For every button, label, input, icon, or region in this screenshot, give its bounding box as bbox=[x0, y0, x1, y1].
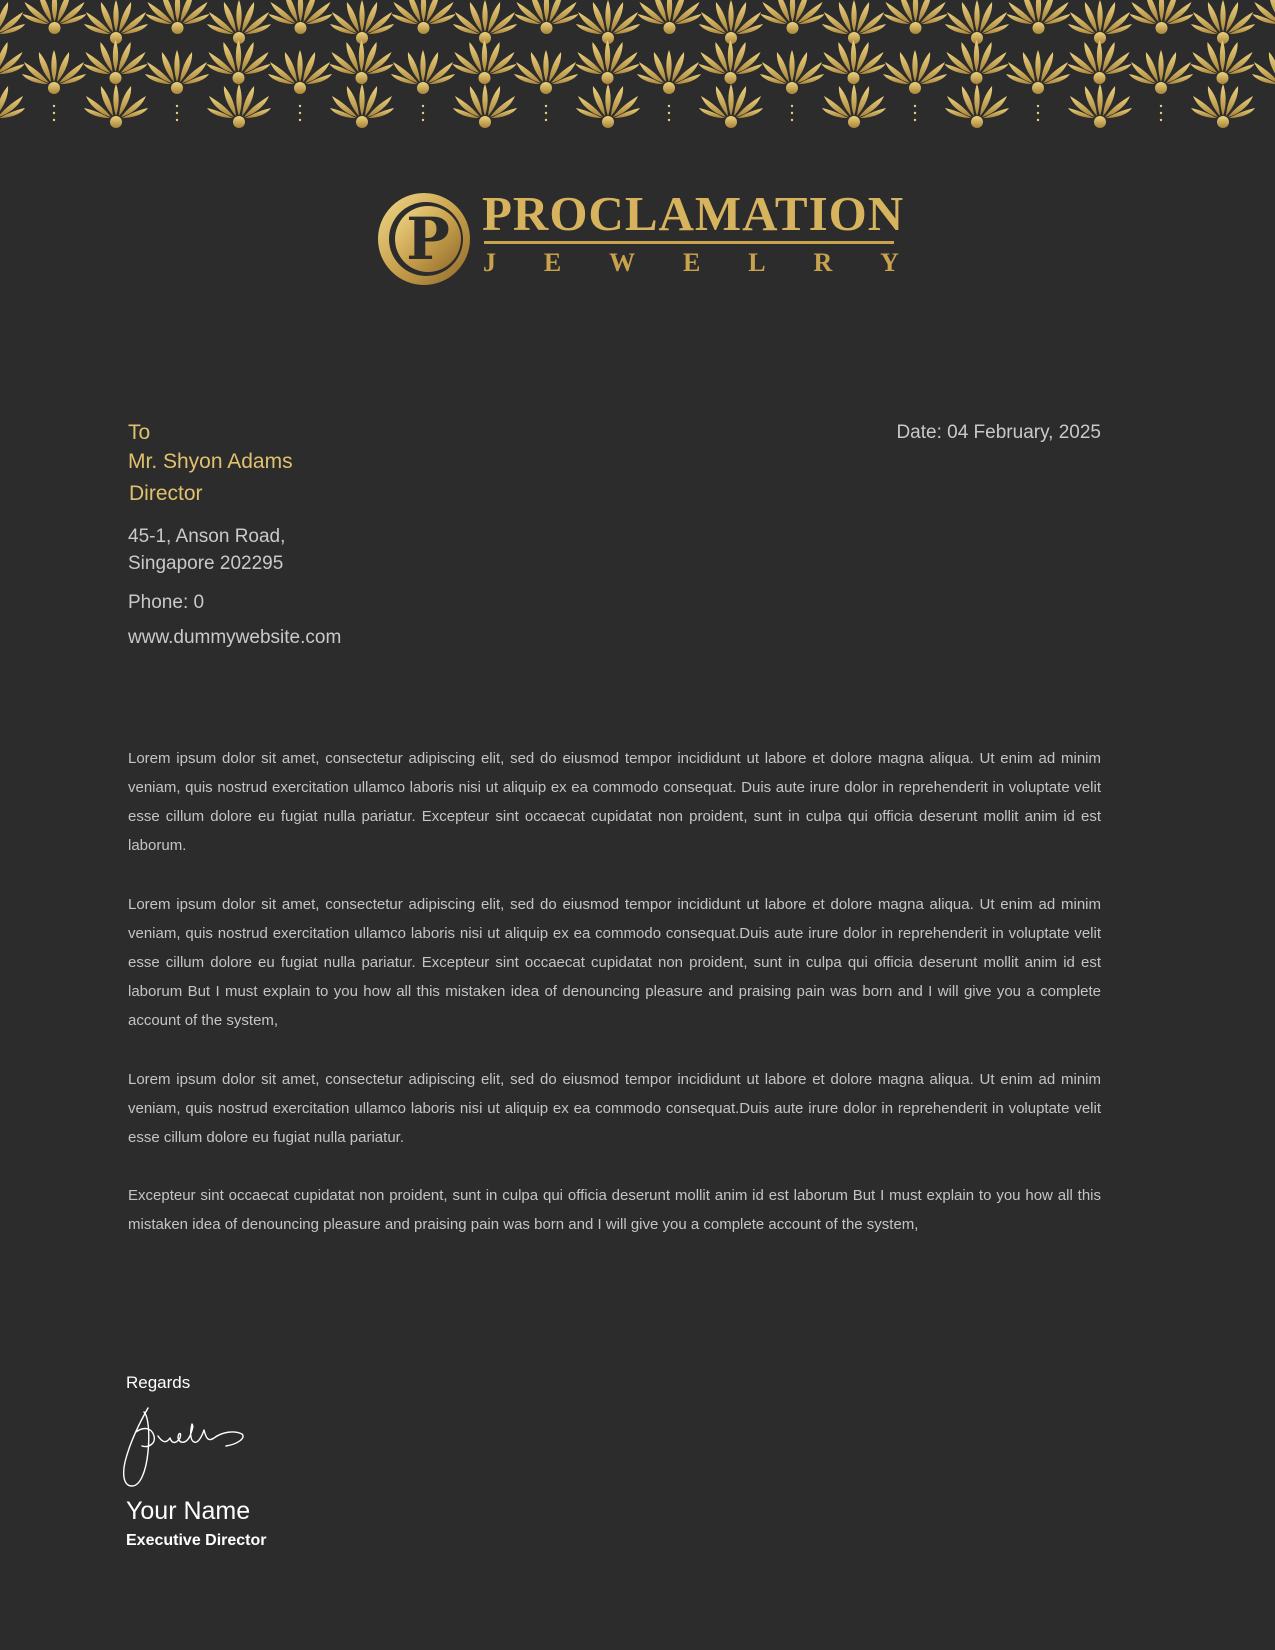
fan-ornament-icon bbox=[1007, 0, 1071, 34]
ornament-dot bbox=[1160, 119, 1162, 121]
fan-ornament-icon bbox=[1191, 40, 1255, 84]
body-paragraph-1: Lorem ipsum dolor sit amet, consectetur adipiscing elit, sed do eiusmod tempor incididunt ut labore et dolore magna aliqua. Ut enim ad minim veniam, quis nostrud exercitation ullamco laboris nisi ut aliquip ex ea commodo consequat. Duis aute irure dolor in reprehenderit in voluptate velit esse cillum dolore eu fugiat nulla pariatur. Excepteur sint occaecat cupidatat non proident, sunt in culpa qui officia deserunt mollit anim id est laborum. bbox=[128, 750, 1101, 854]
monogram-emblem-icon bbox=[376, 191, 472, 287]
ornament-dot bbox=[668, 112, 670, 114]
fan-ornament-icon bbox=[207, 0, 271, 44]
fan-ornament-icon bbox=[576, 0, 640, 44]
ornament-dot bbox=[1037, 119, 1039, 121]
fan-ornament-icon bbox=[1068, 0, 1132, 44]
brand-sub-letter: J bbox=[483, 248, 496, 277]
ornament-dot bbox=[914, 105, 916, 107]
fan-ornament-icon bbox=[84, 84, 148, 128]
ornament-dot bbox=[176, 112, 178, 114]
recipient-label: To bbox=[128, 421, 151, 444]
body-paragraph-4: Excepteur sint occaecat cupidatat non proident, sunt in culpa qui officia deserunt mollit anim id est laborum But I must explain to you how all this mistaken idea of denouncing pleasure and praising pain was born and I will give you a complete account of the system, bbox=[128, 1187, 1101, 1233]
fan-ornament-icon bbox=[1252, 50, 1275, 94]
fan-ornament-icon bbox=[268, 50, 332, 94]
fan-ornament-icon bbox=[330, 84, 394, 128]
ornament-dot bbox=[1160, 105, 1162, 107]
fan-ornament-icon bbox=[822, 0, 886, 44]
fan-ornament-icon bbox=[638, 0, 702, 34]
ornament-dot bbox=[1037, 112, 1039, 114]
recipient-website: www.dummywebsite.com bbox=[128, 627, 342, 648]
fan-ornament-icon bbox=[514, 50, 578, 94]
recipient-title: Director bbox=[129, 482, 203, 505]
monogram-letter: P bbox=[406, 205, 450, 273]
ornament-dot bbox=[791, 105, 793, 107]
ornament-dot bbox=[299, 119, 301, 121]
ornament-dot bbox=[545, 105, 547, 107]
brand-sub-letter: E bbox=[683, 248, 701, 277]
decorative-fan-pattern bbox=[0, 0, 1275, 160]
ornament-dot bbox=[176, 105, 178, 107]
fan-ornament-icon bbox=[330, 40, 394, 84]
ornament-dot bbox=[914, 112, 916, 114]
fan-ornament-icon bbox=[1253, 0, 1275, 34]
fan-ornament-icon bbox=[1191, 0, 1255, 44]
handwritten-signature-icon bbox=[118, 1402, 268, 1488]
fan-ornament-icon bbox=[0, 0, 25, 44]
letter-date: Date: 04 February, 2025 bbox=[896, 422, 1101, 443]
ornament-dot bbox=[422, 105, 424, 107]
brand-logo bbox=[376, 186, 905, 286]
ornament-dot bbox=[1037, 105, 1039, 107]
recipient-address bbox=[128, 523, 528, 577]
ornament-dot bbox=[299, 112, 301, 114]
fan-ornament-icon bbox=[945, 40, 1009, 84]
body-paragraph-2: Lorem ipsum dolor sit amet, consectetur adipiscing elit, sed do eiusmod tempor incididunt ut labore et dolore magna aliqua. Ut enim ad minim veniam, quis nostrud exercitation ullamco laboris nisi ut aliquip ex ea commodo consequat.Duis aute irure dolor in reprehenderit in voluptate velit esse cillum dolore eu fugiat nulla pariatur. Excepteur sint occaecat cupidatat non proident, sunt in culpa qui officia deserunt mollit anim id est laborum But I must explain to you how all this mistaken idea of denouncing pleasure and praising pain was born and I will give you a complete account of the system, bbox=[128, 896, 1101, 1029]
ornament-dot bbox=[668, 119, 670, 121]
closing-regards: Regards bbox=[126, 1373, 191, 1392]
brand-name: PROCLAMATION bbox=[482, 186, 905, 241]
ornament-dot bbox=[1160, 112, 1162, 114]
fan-ornament-icon bbox=[269, 0, 333, 34]
brand-sub-letter: R bbox=[813, 248, 833, 277]
address-line-2: Singapore 202295 bbox=[128, 553, 284, 574]
fan-ornament-icon bbox=[207, 40, 271, 84]
fan-ornament-icon bbox=[884, 0, 948, 34]
brand-subtitle bbox=[483, 248, 899, 278]
fan-ornament-icon bbox=[699, 0, 763, 44]
fan-ornament-icon bbox=[761, 0, 825, 34]
address-line-1: 45-1, Anson Road, bbox=[128, 526, 286, 547]
fan-ornament-icon bbox=[515, 0, 579, 34]
fan-ornament-icon bbox=[637, 50, 701, 94]
fan-ornament-icon bbox=[84, 0, 148, 44]
fan-ornament-icon bbox=[1068, 84, 1132, 128]
fan-ornament-icon bbox=[330, 0, 394, 44]
fan-ornament-icon bbox=[576, 40, 640, 84]
fan-ornament-icon bbox=[453, 40, 517, 84]
fan-ornament-icon bbox=[1068, 40, 1132, 84]
recipient-name: Mr. Shyon Adams bbox=[128, 450, 293, 473]
ornament-dot bbox=[53, 119, 55, 121]
fan-ornament-icon bbox=[0, 40, 25, 84]
fan-ornament-icon bbox=[207, 84, 271, 128]
ornament-dot bbox=[422, 119, 424, 121]
body-paragraph-3: Lorem ipsum dolor sit amet, consectetur adipiscing elit, sed do eiusmod tempor incididunt ut labore et dolore magna aliqua. Ut enim ad minim veniam, quis nostrud exercitation ullamco laboris nisi ut aliquip ex ea commodo consequat.Duis aute irure dolor in reprehenderit in voluptate velit esse cillum dolore eu fugiat nulla pariatur. bbox=[128, 1071, 1101, 1146]
ornament-dot bbox=[545, 119, 547, 121]
fan-ornament-icon bbox=[392, 0, 456, 34]
ornament-dot bbox=[176, 119, 178, 121]
fan-ornament-icon bbox=[576, 84, 640, 128]
ornament-dot bbox=[299, 105, 301, 107]
ornament-dot bbox=[53, 112, 55, 114]
ornament-dot bbox=[545, 112, 547, 114]
fan-ornament-icon bbox=[84, 40, 148, 84]
fan-ornament-icon bbox=[1006, 50, 1070, 94]
fan-ornament-icon bbox=[391, 50, 455, 94]
recipient-phone: Phone: 0 bbox=[128, 592, 205, 613]
brand-sub-letter: E bbox=[543, 248, 562, 277]
fan-ornament-icon bbox=[760, 50, 824, 94]
fan-ornament-icon bbox=[1129, 50, 1193, 94]
fan-ornament-icon bbox=[1191, 84, 1255, 128]
brand-sub-letter: L bbox=[748, 248, 766, 277]
fan-ornament-icon bbox=[22, 50, 86, 94]
fan-ornament-icon bbox=[822, 40, 886, 84]
fan-ornament-icon bbox=[1130, 0, 1194, 34]
fan-ornament-icon bbox=[0, 84, 25, 128]
fan-ornament-icon bbox=[23, 0, 87, 34]
brand-sub-letter: Y bbox=[880, 248, 899, 277]
signatory-role: Executive Director bbox=[126, 1532, 267, 1549]
ornament-dot bbox=[422, 112, 424, 114]
brand-divider bbox=[484, 241, 894, 244]
fan-ornament-icon bbox=[822, 84, 886, 128]
ornament-dot bbox=[791, 119, 793, 121]
fan-ornament-icon bbox=[453, 84, 517, 128]
fan-ornament-icon bbox=[699, 84, 763, 128]
fan-ornament-icon bbox=[945, 84, 1009, 128]
signatory-name: Your Name bbox=[126, 1497, 251, 1525]
brand-sub-letter: W bbox=[609, 248, 636, 277]
fan-ornament-icon bbox=[699, 40, 763, 84]
fan-ornament-icon bbox=[453, 0, 517, 44]
ornament-dot bbox=[791, 112, 793, 114]
ornament-dot bbox=[914, 119, 916, 121]
fan-ornament-icon bbox=[883, 50, 947, 94]
fan-ornament-icon bbox=[145, 50, 209, 94]
ornament-dot bbox=[53, 105, 55, 107]
fan-ornament-icon bbox=[945, 0, 1009, 44]
fan-ornament-icon bbox=[146, 0, 210, 34]
ornament-dot bbox=[668, 105, 670, 107]
